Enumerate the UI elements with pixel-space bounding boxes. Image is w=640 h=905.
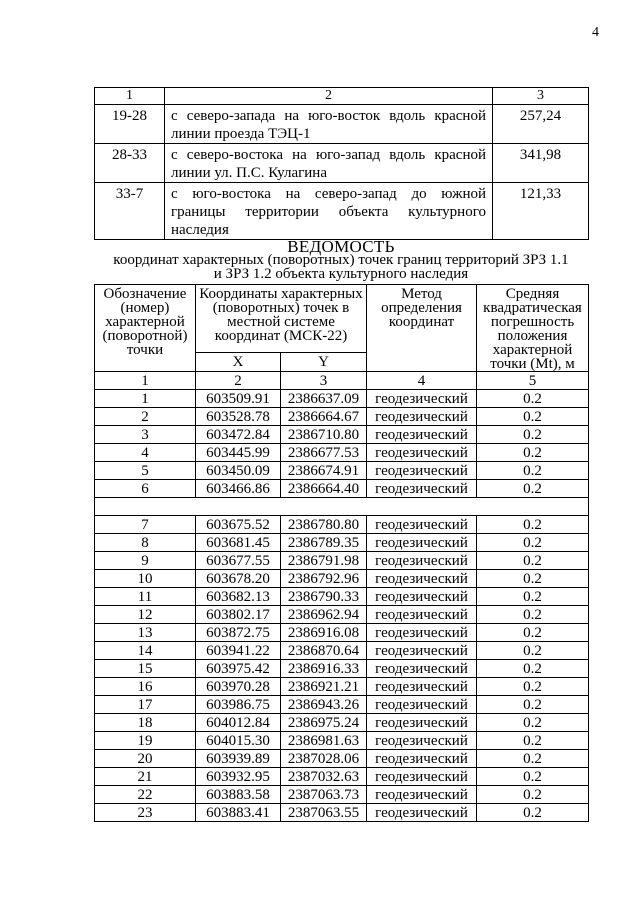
y-coordinate: 2386916.08 <box>281 624 367 642</box>
point-number: 3 <box>95 426 196 444</box>
table-row <box>95 144 589 183</box>
point-number: 9 <box>95 552 196 570</box>
error-cell: 0.2 <box>477 606 589 624</box>
table-row <box>95 444 589 462</box>
y-coordinate: 2386975.24 <box>281 714 367 732</box>
x-coordinate: 603509.91 <box>196 390 281 408</box>
error-cell: 0.2 <box>477 426 589 444</box>
method-cell: геодезический <box>367 444 477 462</box>
method-cell: геодезический <box>367 588 477 606</box>
method-cell: геодезический <box>367 606 477 624</box>
table-row <box>95 534 589 552</box>
error-cell: 0.2 <box>477 444 589 462</box>
method-cell: геодезический <box>367 750 477 768</box>
method-cell: геодезический <box>367 534 477 552</box>
boundary-segments-table <box>94 87 589 240</box>
y-coordinate: 2386790.33 <box>281 588 367 606</box>
error-cell: 0.2 <box>477 462 589 480</box>
x-coordinate: 603970.28 <box>196 678 281 696</box>
header-cell: 3 <box>493 88 589 105</box>
table-row <box>95 642 589 660</box>
numbering-cell: 3 <box>281 372 367 390</box>
numbering-cell: 2 <box>196 372 281 390</box>
error-cell: 0.2 <box>477 660 589 678</box>
error-cell: 0.2 <box>477 552 589 570</box>
method-cell: геодезический <box>367 768 477 786</box>
point-number: 16 <box>95 678 196 696</box>
segment-length: 341,98 <box>493 144 589 183</box>
y-coordinate: 2386677.53 <box>281 444 367 462</box>
y-coordinate: 2386637.09 <box>281 390 367 408</box>
x-coordinate: 603939.89 <box>196 750 281 768</box>
x-coordinate: 603675.52 <box>196 516 281 534</box>
error-cell: 0.2 <box>477 534 589 552</box>
y-coordinate: 2386791.98 <box>281 552 367 570</box>
method-cell: геодезический <box>367 408 477 426</box>
y-header: Y <box>281 353 367 372</box>
y-coordinate: 2386981.63 <box>281 732 367 750</box>
method-cell: геодезический <box>367 624 477 642</box>
y-coordinate: 2386780.80 <box>281 516 367 534</box>
table-row <box>95 696 589 714</box>
x-coordinate: 603975.42 <box>196 660 281 678</box>
table-row <box>95 390 589 408</box>
document-subtitle <box>94 253 588 281</box>
table-row <box>95 750 589 768</box>
segment-description: с юго-востока на северо-запад до южной границы территории объекта культурного наследия <box>165 183 493 240</box>
x-coordinate: 603941.22 <box>196 642 281 660</box>
point-number: 17 <box>95 696 196 714</box>
x-coordinate: 603678.20 <box>196 570 281 588</box>
table-row <box>95 105 589 144</box>
y-coordinate: 2386674.91 <box>281 462 367 480</box>
segment-length: 121,33 <box>493 183 589 240</box>
point-number: 6 <box>95 480 196 498</box>
table-row <box>95 183 589 240</box>
method-cell: геодезический <box>367 786 477 804</box>
x-coordinate: 603802.17 <box>196 606 281 624</box>
group-separator-row <box>95 498 589 516</box>
table-row <box>95 552 589 570</box>
table-row <box>95 408 589 426</box>
method-cell: геодезический <box>367 390 477 408</box>
y-coordinate: 2386789.35 <box>281 534 367 552</box>
table-row <box>95 624 589 642</box>
error-cell: 0.2 <box>477 714 589 732</box>
point-number: 4 <box>95 444 196 462</box>
table-row <box>95 768 589 786</box>
x-coordinate: 603986.75 <box>196 696 281 714</box>
segment-description: с северо-запада на юго-восток вдоль красной линии проезда ТЭЦ-1 <box>165 105 493 144</box>
table-header-row <box>95 88 589 105</box>
y-coordinate: 2386792.96 <box>281 570 367 588</box>
x-coordinate: 603677.55 <box>196 552 281 570</box>
subtitle-line-1: координат характерных (поворотных) точек границ территорий ЗРЗ 1.1 <box>113 252 569 268</box>
error-cell: 0.2 <box>477 696 589 714</box>
y-coordinate: 2386962.94 <box>281 606 367 624</box>
method-cell: геодезический <box>367 732 477 750</box>
table-header-row <box>95 285 589 353</box>
table-row <box>95 426 589 444</box>
error-cell: 0.2 <box>477 786 589 804</box>
column-numbering-row <box>95 372 589 390</box>
error-cell: 0.2 <box>477 516 589 534</box>
method-cell: геодезический <box>367 696 477 714</box>
table-row <box>95 678 589 696</box>
point-number: 15 <box>95 660 196 678</box>
error-cell: 0.2 <box>477 678 589 696</box>
method-cell: геодезический <box>367 660 477 678</box>
error-cell: 0.2 <box>477 642 589 660</box>
x-header: X <box>196 353 281 372</box>
point-number: 13 <box>95 624 196 642</box>
header-cell: 1 <box>95 88 165 105</box>
x-coordinate: 604012.84 <box>196 714 281 732</box>
method-cell: геодезический <box>367 462 477 480</box>
point-number: 14 <box>95 642 196 660</box>
error-cell: 0.2 <box>477 624 589 642</box>
error-cell: 0.2 <box>477 570 589 588</box>
segment-range: 28-33 <box>95 144 165 183</box>
point-number: 1 <box>95 390 196 408</box>
point-number: 23 <box>95 804 196 822</box>
document-title: ВЕДОМОСТЬ <box>287 237 395 256</box>
x-coordinate: 604015.30 <box>196 732 281 750</box>
error-cell: 0.2 <box>477 750 589 768</box>
table-row <box>95 480 589 498</box>
y-coordinate: 2387063.55 <box>281 804 367 822</box>
y-coordinate: 2387028.06 <box>281 750 367 768</box>
y-coordinate: 2387063.73 <box>281 786 367 804</box>
error-header: Средняя квадратическая погрешность положения характерной точки (Mt), м <box>477 285 589 372</box>
point-number: 21 <box>95 768 196 786</box>
method-header: Метод определения координат <box>367 285 477 372</box>
y-coordinate: 2386943.26 <box>281 696 367 714</box>
error-cell: 0.2 <box>477 732 589 750</box>
y-coordinate: 2386870.64 <box>281 642 367 660</box>
error-cell: 0.2 <box>477 768 589 786</box>
y-coordinate: 2386921.21 <box>281 678 367 696</box>
segment-length: 257,24 <box>493 105 589 144</box>
y-coordinate: 2386664.40 <box>281 480 367 498</box>
method-cell: геодезический <box>367 552 477 570</box>
y-coordinate: 2386710.80 <box>281 426 367 444</box>
method-cell: геодезический <box>367 642 477 660</box>
x-coordinate: 603883.41 <box>196 804 281 822</box>
segment-description: с северо-востока на юго-запад вдоль красной линии ул. П.С. Кулагина <box>165 144 493 183</box>
table-row <box>95 714 589 732</box>
numbering-cell: 1 <box>95 372 196 390</box>
table-row <box>95 588 589 606</box>
point-number: 7 <box>95 516 196 534</box>
method-cell: геодезический <box>367 570 477 588</box>
x-coordinate: 603932.95 <box>196 768 281 786</box>
point-number: 2 <box>95 408 196 426</box>
error-cell: 0.2 <box>477 390 589 408</box>
segment-range: 19-28 <box>95 105 165 144</box>
table-row <box>95 462 589 480</box>
error-cell: 0.2 <box>477 588 589 606</box>
coordinates-table <box>94 284 589 822</box>
table-row <box>95 804 589 822</box>
error-cell: 0.2 <box>477 408 589 426</box>
error-cell: 0.2 <box>477 804 589 822</box>
point-number: 20 <box>95 750 196 768</box>
x-coordinate: 603528.78 <box>196 408 281 426</box>
x-coordinate: 603450.09 <box>196 462 281 480</box>
method-cell: геодезический <box>367 678 477 696</box>
table-row <box>95 570 589 588</box>
header-cell: 2 <box>165 88 493 105</box>
point-number: 10 <box>95 570 196 588</box>
y-coordinate: 2386664.67 <box>281 408 367 426</box>
point-number: 18 <box>95 714 196 732</box>
x-coordinate: 603472.84 <box>196 426 281 444</box>
method-cell: геодезический <box>367 426 477 444</box>
y-coordinate: 2387032.63 <box>281 768 367 786</box>
segment-range: 33-7 <box>95 183 165 240</box>
coordinates-header: Координаты характерных (поворотных) точек в местной системе координат (МСК-22) <box>196 285 367 353</box>
method-cell: геодезический <box>367 714 477 732</box>
table-row <box>95 660 589 678</box>
designation-header: Обозначение (номер) характерной (поворотной) точки <box>95 285 196 372</box>
point-number: 8 <box>95 534 196 552</box>
table-row <box>95 786 589 804</box>
x-coordinate: 603682.13 <box>196 588 281 606</box>
point-number: 22 <box>95 786 196 804</box>
method-cell: геодезический <box>367 480 477 498</box>
y-coordinate: 2386916.33 <box>281 660 367 678</box>
table-row <box>95 732 589 750</box>
x-coordinate: 603681.45 <box>196 534 281 552</box>
method-cell: геодезический <box>367 804 477 822</box>
table-row <box>95 516 589 534</box>
subtitle-line-2: и ЗРЗ 1.2 объекта культурного наследия <box>213 266 469 282</box>
x-coordinate: 603872.75 <box>196 624 281 642</box>
x-coordinate: 603466.86 <box>196 480 281 498</box>
table-row <box>95 606 589 624</box>
point-number: 19 <box>95 732 196 750</box>
point-number: 11 <box>95 588 196 606</box>
x-coordinate: 603445.99 <box>196 444 281 462</box>
page-number: 4 <box>592 25 599 40</box>
x-coordinate: 603883.58 <box>196 786 281 804</box>
numbering-cell: 5 <box>477 372 589 390</box>
numbering-cell: 4 <box>367 372 477 390</box>
error-cell: 0.2 <box>477 480 589 498</box>
point-number: 12 <box>95 606 196 624</box>
separator-cell <box>95 498 589 516</box>
method-cell: геодезический <box>367 516 477 534</box>
point-number: 5 <box>95 462 196 480</box>
